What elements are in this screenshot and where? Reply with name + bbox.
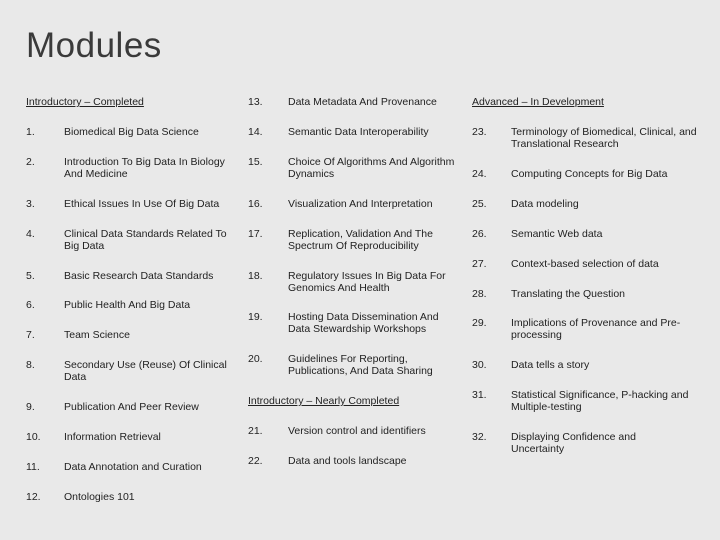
item-number: 27. [472,258,487,270]
item-number: 2. [26,156,35,168]
item-number: 13. [248,96,263,108]
item-text: Choice Of Algorithms And Algorithm Dynamics [288,156,455,180]
item-text: Replication, Validation And The Spectrum Of Reproducibility [288,228,433,252]
item-number: 15. [248,156,263,168]
item-number: 5. [26,270,35,282]
item-number: 20. [248,353,263,365]
item-text: Terminology of Biomedical, Clinical, and Translational Research [511,126,697,150]
item-text: Publication And Peer Review [64,401,199,413]
item-text: Implications of Provenance and Pre-processing [511,317,681,341]
item-number: 22. [248,455,263,467]
item-number: 21. [248,425,263,437]
item-text: Data Annotation and Curation [64,461,202,473]
item-number: 14. [248,126,263,138]
item-text: Displaying Confidence and Uncertainty [511,431,636,455]
item-text: Biomedical Big Data Science [64,126,199,138]
item-text: Statistical Significance, P-hacking and Multiple-testing [511,389,689,413]
item-text: Team Science [64,329,130,341]
item-number: 16. [248,198,263,210]
item-text: Introduction To Big Data In Biology And Medicine [64,156,225,180]
item-number: 29. [472,317,487,329]
item-text: Data Metadata And Provenance [288,96,437,108]
item-number: 1. [26,126,35,138]
column-2-subheader: Introductory – Nearly Completed [248,395,400,407]
item-number: 6. [26,299,35,311]
item-text: Ethical Issues In Use Of Big Data [64,198,220,210]
item-number: 31. [472,389,487,401]
column-1-header: Introductory – Completed [26,96,144,108]
item-number: 3. [26,198,35,210]
item-text: Context-based selection of data [511,258,659,270]
item-number: 32. [472,431,487,443]
item-text: Public Health And Big Data [64,299,191,311]
item-number: 18. [248,270,263,282]
item-number: 7. [26,329,35,341]
item-text: Data and tools landscape [288,455,407,467]
item-text: Regulatory Issues In Big Data For Genomics And Health [288,270,446,294]
item-text: Hosting Data Dissemination And Data Stewardship Workshops [288,311,439,335]
item-text: Clinical Data Standards Related To Big Data [64,228,227,252]
item-text: Ontologies 101 [64,491,135,503]
item-text: Basic Research Data Standards [64,270,214,282]
item-number: 28. [472,288,487,300]
item-text: Translating the Question [511,288,626,300]
item-number: 30. [472,359,487,371]
item-number: 8. [26,359,35,371]
column-3-header: Advanced – In Development [472,96,604,108]
item-text: Semantic Web data [511,228,603,240]
item-number: 9. [26,401,35,413]
item-number: 11. [26,461,40,473]
item-number: 10. [26,431,41,443]
item-number: 4. [26,228,35,240]
item-number: 19. [248,311,263,323]
item-number: 24. [472,168,487,180]
item-text: Data modeling [511,198,579,210]
item-number: 23. [472,126,487,138]
item-text: Guidelines For Reporting, Publications, And Data Sharing [288,353,433,377]
item-text: Information Retrieval [64,431,161,443]
item-text: Secondary Use (Reuse) Of Clinical Data [64,359,227,383]
item-text: Semantic Data Interoperability [288,126,429,138]
item-text: Version control and identifiers [288,425,426,437]
item-number: 12. [26,491,41,503]
item-number: 17. [248,228,263,240]
slide-title: Modules [26,26,162,65]
item-number: 26. [472,228,487,240]
item-number: 25. [472,198,487,210]
item-text: Computing Concepts for Big Data [511,168,668,180]
item-text: Visualization And Interpretation [288,198,433,210]
item-text: Data tells a story [511,359,590,371]
